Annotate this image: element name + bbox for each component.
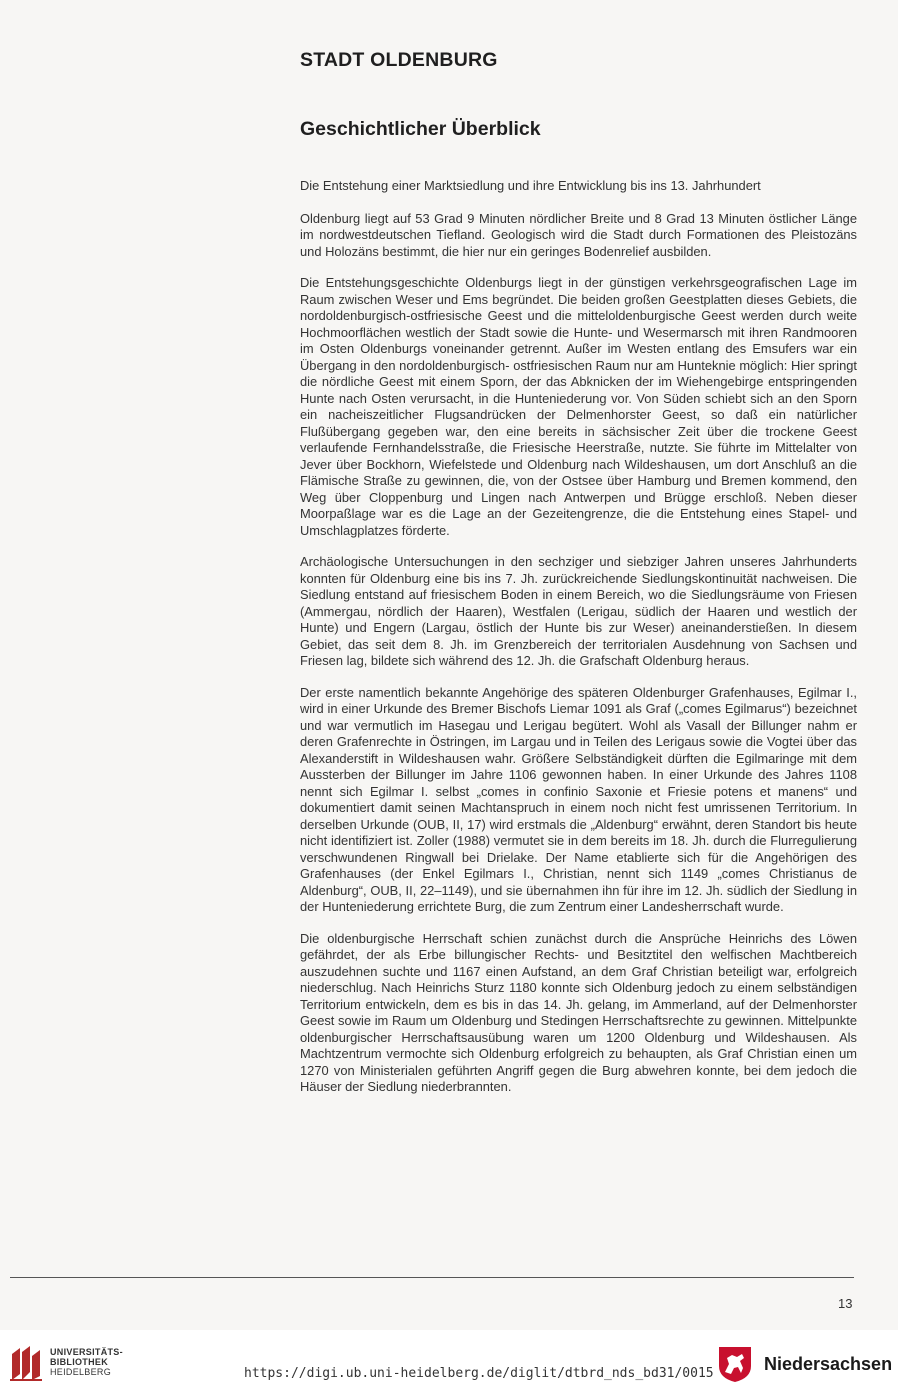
state-name: Niedersachsen: [764, 1354, 893, 1374]
source-url-link[interactable]: https://digi.ub.uni-heidelberg.de/diglit/dtbrd_nds_bd31/0015: [244, 1366, 714, 1381]
page-number: 13: [838, 1296, 853, 1311]
footer-bar: [0, 1330, 898, 1396]
subheading: Die Entstehung einer Marktsiedlung und ihre Entwicklung bis ins 13. Jahrhundert: [300, 178, 761, 193]
paragraph-5: Die oldenburgische Herrschaft schien zunächst durch die Ansprüche Heinrichs des Löwen gefährdet, der als Erbe billungischer Rechts- und Besitztitel den welfischen Machtbereich auszudehnen suchte und 1167 einen Aufstand, an dem Graf Christian beteiligt war, erfolgreich niederschlug. Nach Heinrichs Sturz 1180 konnte sich Oldenburg jedoch zu einem selbständigen Territorium entwickeln, dem es bis in das 14. Jh. gelang, im Ammerland, auf der Delmenhorster Geest sowie im Raum um Oldenburg und Stedingen Herrschaftsrechte zu gewinnen. Mittelpunkte oldenburgischer Herrschaftsausübung waren um 1200 Oldenburg und Wildeshausen. Als Machtzentrum vermochte sich Oldenburg erfolgreich zu behaupten, als Graf Christian einen um 1270 von Ministerialen geführten Angriff gegen die Burg abwehren konnte, bei dem jedoch die Häuser der Siedlung niederbrannten.: [300, 930, 857, 1094]
lower-saxony-horse-icon: [715, 1344, 755, 1384]
footer-divider: [10, 1277, 854, 1278]
paragraph-2: Die Entstehungsgeschichte Oldenburgs liegt in der günstigen verkehrsgeografischen Lage im Raum zwischen Weser und Ems begründet. Die beiden großen Geestplatten dieses Gebiets, die nordoldenburgisch-ostfriesische Geest und die mitteloldenburgische Geest werden durch weite Hochmoorflächen westlich der Stadt sowie die Hunte- und Wesermarsch mit ihren Randmooren im Osten Oldenburgs voneinander getrennt. Außer im Westen entlang des Emsufers war ein Übergang in den nordoldenburgisch- ostfriesischen Raum nur am Hunteknie möglich: Hier springt die nördliche Geest mit einem Sporn, der das Abknicken der im Wiehengebirge entspringenden Hunte nach Osten verursacht, in die Hunteniederung vor. Von Süden schiebt sich an den Sporn ein nacheiszeitlicher Flugsandrücken der Delmenhorster Geest, so daß ein natürlicher Flußübergang gegeben war, den eine bereits in sächsischer Zeit über die trockene Geest verlaufende Fernhandelsstraße, die Friesische Heerstraße, nutzte. Sie führte im Mittelalter von Jever über Bockhorn, Wiefelstede und Oldenburg nach Wildeshausen, um dort Anschluß an die Flämische Straße zu gewinnen, die, von der Ostsee über Hamburg und Bremen kommend, den Weg über Cloppenburg und Lingen nach Antwerpen und Brügge erschloß. Neben dieser Moorpaßlage war es die Lage an der Gezeitengrenze, die die Entstehung eines Stapel- und Umschlagplatzes förderte.: [300, 275, 857, 538]
paragraph-3: Archäologische Untersuchungen in den sechziger und siebziger Jahren unseres Jahrhunderts konnten für Oldenburg eine bis ins 7. Jh. zurückreichende Siedlungskontinuität nachweisen. Die Siedlung entstand auf friesischem Boden in einem Bereich, wo die Siedlungsräume von Friesen (Ammergau, nördlich der Haaren), Westfalen (Lerigau, südlich der Haaren und westlich der Hunte) und Engern (Largau, östlich der Hunte bis zur Weser) aneinanderstießen. In diesem Gebiet, das seit dem 8. Jh. im Grenzbereich der territorialen Ausdehnung von Sachsen und Friesen lag, bildete sich während des 12. Jh. die Grafschaft Oldenburg heraus.: [300, 554, 857, 668]
section-title: Geschichtlicher Überblick: [300, 118, 541, 140]
library-name: UNIVERSITÄTS- BIBLIOTHEK HEIDELBERG: [50, 1347, 123, 1377]
heidelberg-library-logo-icon: [8, 1344, 44, 1382]
body-text: [300, 178, 857, 1111]
paragraph-4: Der erste namentlich bekannte Angehörige des späteren Oldenburger Grafenhauses, Egilmar I., wird in einer Urkunde des Bremer Bischofs Liemar 1091 als Graf („comes Egilmarus“) bezeichnet und war vermutlich im Hasegau und Lerigau begütert. Wohl als Vasall der Billunger nahm er deren Grafenrechte in Östringen, im Largau und in Teilen des Lerigaus sowie die Vogtei über das Alexanderstift in Wildeshausen wahr. Größere Selbständigkeit dürften die Egilmaringe mit dem Aussterben der Billunger im Jahre 1106 gewonnen haben. In einer Urkunde des Jahres 1108 nennt sich Egilmar I. selbst „comes in confinio Saxonie et Friesie potens et manens“ und dokumentiert damit seinen Machtanspruch in einem noch nicht fest umrissenen Territorium. In derselben Urkunde (OUB, II, 17) wird erstmals die „Aldenburg“ erwähnt, deren Standort bis heute nicht identifiziert ist. Zoller (1988) vermutet sie in dem bereits im 18. Jh. durch die Flurregulierung verschwundenen Ringwall bei Drielake. Der Name etablierte sich für die Angehörigen des Grafenhauses (der Enkel Egilmars I., Christian, nennt sich 1149 „comes Christianus de Aldenburg“, OUB, II, 22–1149), und sie übernahmen ihn für ihre im 12. Jh. südlich der Siedlung in der Hunteniederung errichtete Burg, die zum Zentrum einer Landesherrschaft wurde.: [300, 684, 857, 914]
page-title: STADT OLDENBURG: [300, 49, 498, 71]
paragraph-1: Oldenburg liegt auf 53 Grad 9 Minuten nördlicher Breite und 8 Grad 13 Minuten östlicher Länge im nordwestdeutschen Tiefland. Geologisch wird die Stadt durch Formationen des Pleistozäns und Holozäns bestimmt, die hier nur ein geringes Bodenrelief ausbilden.: [300, 210, 857, 259]
